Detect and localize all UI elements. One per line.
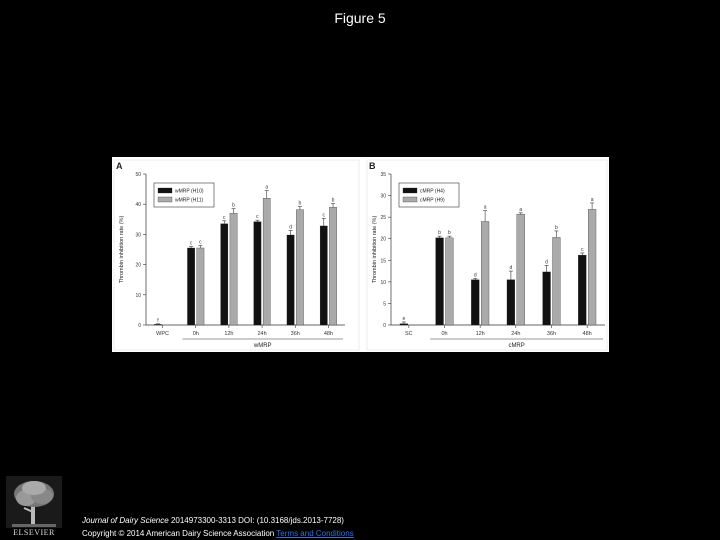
chart-a-bar: [254, 222, 261, 325]
chart-b-significance-label: c: [580, 246, 584, 253]
chart-b-x-tick-label: 0h: [441, 331, 448, 337]
chart-b-bar: [578, 255, 586, 325]
chart-a-y-tick-label: 10: [135, 292, 141, 299]
figure-panel: [112, 157, 609, 352]
figure-5-charts: [112, 157, 609, 352]
chart-a-x-tick-label: WPC: [156, 331, 170, 337]
chart-b-x-tick-label: 24h: [511, 331, 521, 337]
chart-a-bar: [221, 224, 228, 325]
chart-b-legend-label: cMRP (H4): [420, 188, 445, 195]
chart-a-legend-label: wMRP (H10): [175, 188, 204, 195]
chart-a-legend-swatch: [158, 197, 172, 202]
chart-a-x-axis-label: wMRP: [253, 343, 272, 349]
chart-b-bar: [436, 238, 444, 325]
chart-b-y-tick-label: 25: [380, 215, 386, 222]
chart-b-legend-swatch: [403, 188, 417, 193]
terms-and-conditions-link[interactable]: Terms and Conditions: [276, 529, 354, 538]
chart-a-y-axis-label: Thrombin inhibition rate (%): [119, 215, 125, 284]
chart-a-x-tick-label: 48h: [323, 331, 334, 337]
chart-a-x-tick-label: 0h: [192, 331, 199, 337]
chart-b-bar: [517, 214, 525, 325]
chart-b-x-tick-label: 12h: [475, 331, 485, 337]
chart-a-significance-label: b: [331, 197, 335, 204]
chart-b-significance-label: e: [402, 315, 406, 322]
chart-a-x-tick-label: 36h: [290, 331, 300, 337]
chart-a-legend-label: wMRP (H11): [175, 197, 204, 204]
chart-b-bar: [446, 238, 454, 325]
citation-footer: [82, 514, 354, 540]
chart-b-x-axis-label: cMRP: [508, 343, 525, 349]
chart-a-x-tick-label: 24h: [257, 331, 267, 337]
chart-b-y-tick-label: 10: [380, 279, 386, 286]
chart-b-y-tick-label: 30: [380, 193, 386, 200]
chart-a-significance-label: f: [157, 317, 159, 324]
copyright-line: [82, 527, 354, 540]
chart-a-bar: [230, 213, 237, 325]
chart-b-bar: [588, 209, 596, 325]
chart-b-significance-label: b: [448, 230, 451, 237]
chart-a-significance-label: c: [189, 240, 193, 247]
chart-b-significance-label: d: [473, 272, 477, 279]
slide-title: Figure 5: [334, 10, 386, 26]
chart-b-significance-label: a: [483, 204, 487, 211]
chart-a-y-tick-label: 50: [135, 172, 141, 178]
chart-a-y-tick-label: 20: [135, 262, 141, 269]
chart-b-bar: [471, 280, 479, 325]
citation-text: 2014973300-3313 DOI: (10.3168/jds.2013-7728): [168, 516, 344, 525]
chart-b-y-tick-label: 5: [383, 301, 386, 308]
chart-a-significance-label: c: [223, 214, 226, 221]
chart-b-legend-label: cMRP (H9): [420, 197, 445, 204]
chart-b-significance-label: b: [555, 224, 558, 231]
chart-a-panel-label: A: [116, 161, 123, 171]
chart-b-significance-label: b: [438, 230, 441, 237]
chart-b-bar: [400, 324, 408, 325]
chart-a-bar: [197, 248, 204, 325]
chart-b-x-tick-label: 36h: [546, 331, 557, 337]
chart-a-legend-swatch: [158, 188, 172, 193]
chart-a-bar: [154, 324, 161, 325]
chart-a-bar: [320, 226, 327, 325]
chart-a-significance-label: c: [256, 214, 259, 221]
chart-a-bar: [187, 248, 194, 325]
chart-a-significance-label: c: [199, 239, 202, 246]
chart-b-bar: [543, 272, 551, 325]
chart-a-significance-label: b: [298, 200, 302, 207]
elsevier-wordmark: ELSEVIER: [13, 528, 55, 537]
chart-b-bar: [507, 280, 515, 325]
chart-b-y-tick-label: 15: [380, 258, 386, 265]
citation-line: [82, 514, 354, 527]
chart-a-significance-label: c: [322, 212, 326, 219]
chart-b-significance-label: a: [519, 206, 523, 213]
chart-a-bar: [263, 198, 270, 325]
chart-b-y-tick-label: 20: [380, 236, 386, 243]
chart-a-y-tick-label: 40: [135, 202, 141, 209]
chart-b-y-tick-label: 35: [380, 172, 386, 178]
chart-b-bar: [553, 237, 561, 325]
chart-a-bar: [287, 235, 294, 325]
chart-a-y-tick-label: 0: [138, 323, 141, 329]
chart-a-bar: [296, 210, 303, 325]
copyright-text: Copyright © 2014 American Dairy Science Association: [82, 529, 275, 538]
chart-b-legend-swatch: [403, 197, 417, 202]
chart-b-y-axis-label: Thrombin inhibition rate (%): [372, 215, 378, 284]
chart-b-x-tick-label: SC: [405, 331, 413, 337]
chart-a-significance-label: d: [289, 224, 292, 231]
chart-b-significance-label: a: [590, 196, 594, 203]
chart-b-y-tick-label: 0: [383, 323, 386, 329]
chart-a-bar: [329, 207, 336, 325]
chart-a-x-tick-label: 12h: [224, 331, 234, 337]
chart-b-significance-label: d: [509, 265, 513, 272]
chart-b-bar: [481, 221, 489, 325]
chart-b-x-tick-label: 48h: [582, 331, 592, 337]
chart-a-significance-label: b: [232, 202, 235, 209]
chart-a-significance-label: a: [265, 184, 269, 191]
journal-name: Journal of Dairy Science: [82, 516, 169, 525]
chart-b-significance-label: d: [545, 259, 548, 266]
chart-b-panel-label: B: [369, 161, 376, 171]
chart-a-y-tick-label: 30: [135, 232, 141, 239]
